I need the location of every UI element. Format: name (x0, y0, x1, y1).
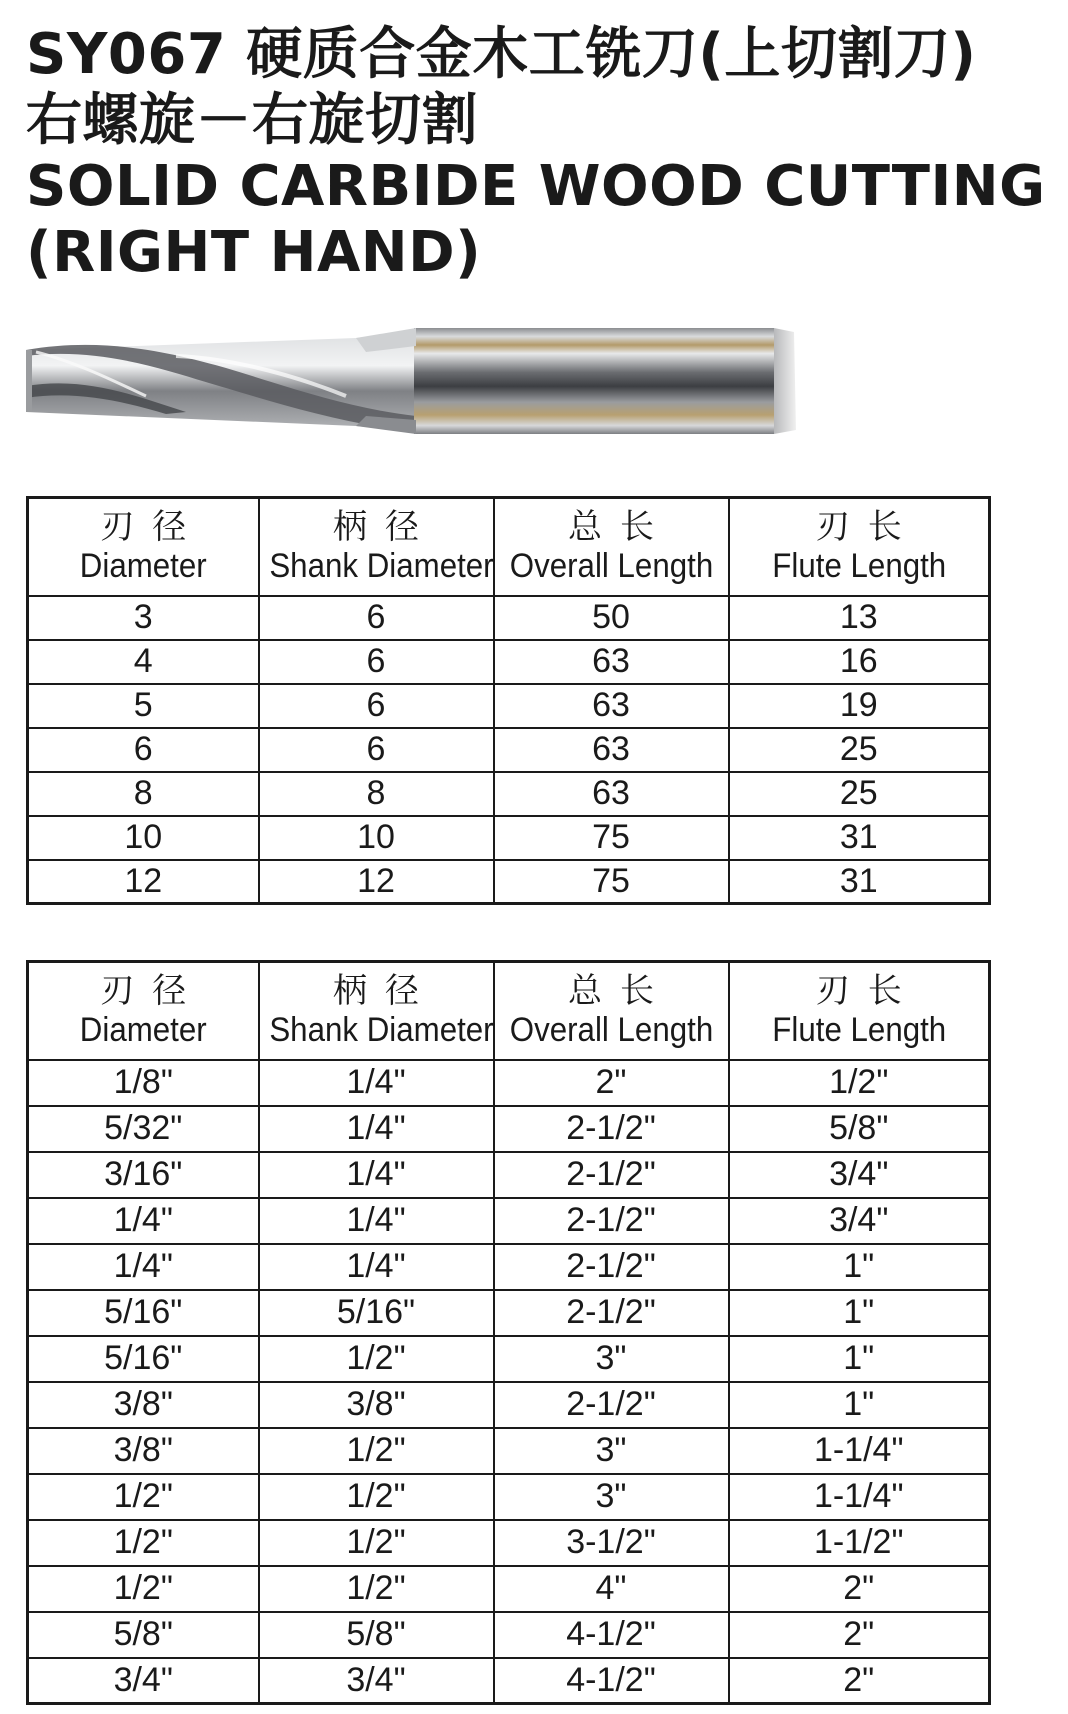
table-row (28, 1474, 990, 1520)
cell-overall-length: 2" (494, 1060, 729, 1106)
cell-overall-length: 75 (494, 816, 729, 860)
title-spiral-cn: 右螺旋－右旋切割 (26, 88, 478, 153)
table-row (28, 1566, 990, 1612)
cell-overall-length: 2-1/2" (494, 1382, 729, 1428)
table-row (28, 1198, 990, 1244)
cell-overall-length: 63 (494, 728, 729, 772)
cell-diameter: 5/8" (28, 1612, 259, 1658)
table-row (28, 1658, 990, 1704)
cell-diameter: 5/32" (28, 1106, 259, 1152)
header-shank-diameter: 柄径 Shank Diameter (259, 962, 494, 1060)
cell-diameter: 1/2" (28, 1474, 259, 1520)
table-row (28, 1336, 990, 1382)
cell-diameter: 1/4" (28, 1198, 259, 1244)
cell-shank-diameter: 1/2" (259, 1428, 494, 1474)
cell-overall-length: 2-1/2" (494, 1198, 729, 1244)
cell-shank-diameter: 3/4" (259, 1658, 494, 1704)
cell-shank-diameter: 5/8" (259, 1612, 494, 1658)
cell-flute-length: 16 (729, 640, 990, 684)
cell-flute-length: 1" (729, 1336, 990, 1382)
cell-diameter: 10 (28, 816, 259, 860)
cell-shank-diameter: 8 (259, 772, 494, 816)
table-row (28, 684, 990, 728)
header-diameter: 刃径 Diameter (28, 962, 259, 1060)
table-row (28, 1060, 990, 1106)
table-row (28, 1520, 990, 1566)
cell-flute-length: 31 (729, 860, 990, 904)
cell-diameter: 5 (28, 684, 259, 728)
table-header-row (28, 498, 990, 596)
cell-overall-length: 63 (494, 772, 729, 816)
cell-diameter: 12 (28, 860, 259, 904)
cell-shank-diameter: 6 (259, 684, 494, 728)
cell-overall-length: 2-1/2" (494, 1152, 729, 1198)
cell-flute-length: 1-1/4" (729, 1428, 990, 1474)
cell-flute-length: 2" (729, 1658, 990, 1704)
cell-flute-length: 1-1/2" (729, 1520, 990, 1566)
cell-shank-diameter: 3/8" (259, 1382, 494, 1428)
table-row (28, 728, 990, 772)
cell-shank-diameter: 1/4" (259, 1152, 494, 1198)
metric-spec-table (26, 496, 991, 905)
cell-flute-length: 1" (729, 1382, 990, 1428)
cell-overall-length: 75 (494, 860, 729, 904)
cell-flute-length: 2" (729, 1612, 990, 1658)
table-row (28, 772, 990, 816)
table-row (28, 640, 990, 684)
cell-overall-length: 4" (494, 1566, 729, 1612)
cell-flute-length: 2" (729, 1566, 990, 1612)
cell-shank-diameter: 1/4" (259, 1244, 494, 1290)
cell-shank-diameter: 6 (259, 728, 494, 772)
cell-overall-length: 2-1/2" (494, 1106, 729, 1152)
cell-diameter: 4 (28, 640, 259, 684)
cell-flute-length: 25 (729, 772, 990, 816)
table-row (28, 1106, 990, 1152)
cell-diameter: 3/4" (28, 1658, 259, 1704)
title-en: SOLID CARBIDE WOOD CUTTING (26, 154, 1046, 219)
cell-shank-diameter: 1/2" (259, 1566, 494, 1612)
cell-shank-diameter: 1/2" (259, 1520, 494, 1566)
cell-shank-diameter: 5/16" (259, 1290, 494, 1336)
cell-diameter: 1/2" (28, 1520, 259, 1566)
cell-flute-length: 31 (729, 816, 990, 860)
table-row (28, 1290, 990, 1336)
table-row (28, 860, 990, 904)
cell-shank-diameter: 1/4" (259, 1060, 494, 1106)
cell-flute-length: 1/2" (729, 1060, 990, 1106)
cell-overall-length: 4-1/2" (494, 1612, 729, 1658)
cell-diameter: 3/8" (28, 1382, 259, 1428)
cell-overall-length: 63 (494, 684, 729, 728)
cell-diameter: 3/16" (28, 1152, 259, 1198)
cell-flute-length: 19 (729, 684, 990, 728)
cell-flute-length: 1" (729, 1244, 990, 1290)
header-flute-length: 刃长 Flute Length (729, 498, 990, 596)
cell-diameter: 1/4" (28, 1244, 259, 1290)
cell-flute-length: 1" (729, 1290, 990, 1336)
table-row (28, 1612, 990, 1658)
cell-diameter: 6 (28, 728, 259, 772)
cell-shank-diameter: 10 (259, 816, 494, 860)
cell-diameter: 3 (28, 596, 259, 640)
table-row (28, 1428, 990, 1474)
cell-flute-length: 25 (729, 728, 990, 772)
cell-shank-diameter: 1/4" (259, 1198, 494, 1244)
cell-diameter: 5/16" (28, 1336, 259, 1382)
cell-shank-diameter: 12 (259, 860, 494, 904)
cell-shank-diameter: 1/2" (259, 1474, 494, 1520)
title-model-cn: SY067 硬质合金木工铣刀(上切割刀) (26, 22, 977, 87)
cell-diameter: 3/8" (28, 1428, 259, 1474)
table-row (28, 1382, 990, 1428)
cell-flute-length: 13 (729, 596, 990, 640)
table-row (28, 816, 990, 860)
title-hand-en: (RIGHT HAND) (26, 220, 482, 285)
cell-overall-length: 4-1/2" (494, 1658, 729, 1704)
end-mill-icon (26, 316, 806, 446)
cell-overall-length: 3-1/2" (494, 1520, 729, 1566)
table-row (28, 1244, 990, 1290)
cell-overall-length: 50 (494, 596, 729, 640)
cell-overall-length: 3" (494, 1336, 729, 1382)
cell-overall-length: 2-1/2" (494, 1290, 729, 1336)
table-row (28, 1152, 990, 1198)
header-overall-length: 总长 Overall Length (494, 962, 729, 1060)
cell-diameter: 1/8" (28, 1060, 259, 1106)
cell-shank-diameter: 1/4" (259, 1106, 494, 1152)
cell-diameter: 5/16" (28, 1290, 259, 1336)
cell-overall-length: 3" (494, 1428, 729, 1474)
cell-shank-diameter: 6 (259, 640, 494, 684)
cell-diameter: 8 (28, 772, 259, 816)
header-flute-length: 刃长 Flute Length (729, 962, 990, 1060)
cell-flute-length: 1-1/4" (729, 1474, 990, 1520)
cell-flute-length: 5/8" (729, 1106, 990, 1152)
cell-shank-diameter: 1/2" (259, 1336, 494, 1382)
table-row (28, 596, 990, 640)
cell-overall-length: 63 (494, 640, 729, 684)
header-overall-length: 总长 Overall Length (494, 498, 729, 596)
cell-shank-diameter: 6 (259, 596, 494, 640)
cell-flute-length: 3/4" (729, 1198, 990, 1244)
cell-overall-length: 2-1/2" (494, 1244, 729, 1290)
header-diameter: 刃径 Diameter (28, 498, 259, 596)
imperial-spec-table (26, 960, 991, 1705)
cell-diameter: 1/2" (28, 1566, 259, 1612)
table-header-row (28, 962, 990, 1060)
cell-overall-length: 3" (494, 1474, 729, 1520)
title-block (26, 22, 1046, 286)
cell-flute-length: 3/4" (729, 1152, 990, 1198)
header-shank-diameter: 柄径 Shank Diameter (259, 498, 494, 596)
